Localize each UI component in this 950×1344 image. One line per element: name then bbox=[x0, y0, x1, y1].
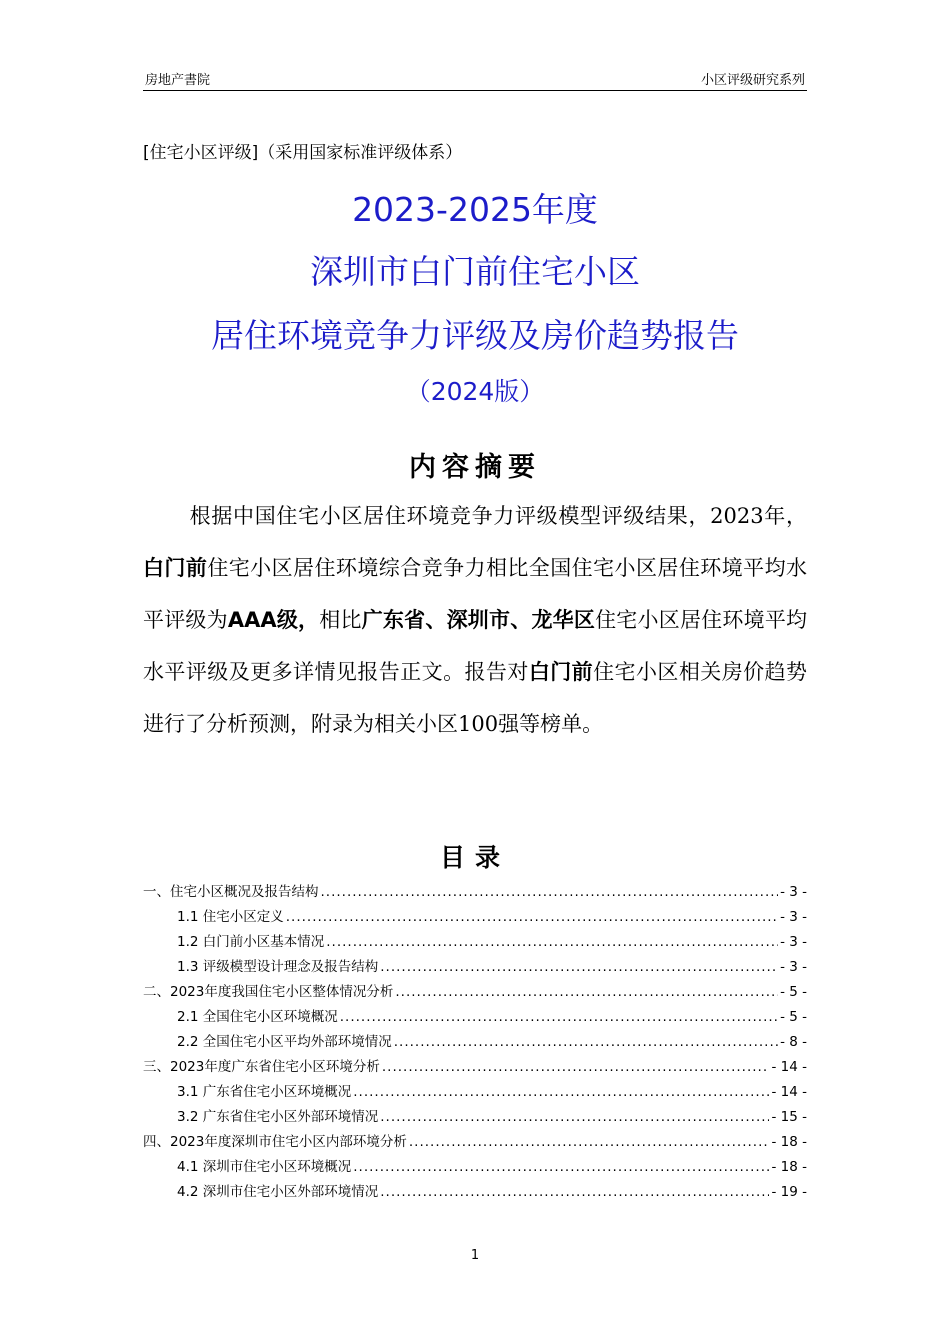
toc-entry-page: - 8 - bbox=[780, 1034, 807, 1050]
toc-leader bbox=[380, 955, 778, 980]
toc-entry-label: 四、2023年度深圳市住宅小区内部环境分析 bbox=[143, 1134, 407, 1150]
toc-leader bbox=[409, 1130, 770, 1155]
toc-entry-label: 二、2023年度我国住宅小区整体情况分析 bbox=[143, 984, 394, 1000]
toc-entry-page: - 15 - bbox=[771, 1109, 807, 1125]
toc-entry-page: - 3 - bbox=[780, 884, 807, 900]
toc-entry-page: - 19 - bbox=[771, 1184, 807, 1200]
toc-entry-label: 一、住宅小区概况及报告结构 bbox=[143, 884, 319, 900]
toc-leader bbox=[353, 1155, 769, 1180]
toc-entry[interactable] bbox=[143, 930, 807, 955]
toc-entry-page: - 18 - bbox=[771, 1159, 807, 1175]
toc-entry-page: - 3 - bbox=[780, 909, 807, 925]
toc-entry[interactable] bbox=[143, 1055, 807, 1080]
toc-entry[interactable] bbox=[143, 1030, 807, 1055]
abstract-heading: 内容摘要 bbox=[409, 452, 541, 483]
header-publisher: 房地产書院 bbox=[145, 73, 211, 88]
toc-leader bbox=[286, 905, 778, 930]
toc-entry-page: - 18 - bbox=[771, 1134, 807, 1150]
toc-entry[interactable] bbox=[143, 1005, 807, 1030]
abstract-regions: 广东省、深圳市、龙华区 bbox=[361, 608, 596, 632]
abstract-text: 住宅小区居住环境平均水平评级及更多详情见报告正文。报告对 bbox=[143, 608, 808, 684]
toc-leader bbox=[380, 1180, 769, 1205]
toc-entry[interactable] bbox=[143, 1105, 807, 1130]
toc-entry-page: - 5 - bbox=[780, 1009, 807, 1025]
toc-leader bbox=[353, 1080, 769, 1105]
title-years: 2023-2025年度 bbox=[352, 190, 598, 229]
toc-leader bbox=[382, 1055, 770, 1080]
toc-entry[interactable] bbox=[143, 880, 807, 905]
toc-heading: 目录 bbox=[439, 843, 510, 872]
toc-entry[interactable] bbox=[143, 1155, 807, 1180]
abstract-text: 住宅小区居住环境综合竞争力相比全国住宅小区居住环境平均水平评级为 bbox=[143, 556, 808, 632]
toc-leader bbox=[395, 980, 778, 1005]
abstract-community-name: 白门前 bbox=[528, 660, 594, 684]
toc-entry-label: 2.2 全国住宅小区平均外部环境情况 bbox=[177, 1034, 392, 1050]
toc-leader bbox=[321, 880, 779, 905]
toc-entry-label: 2.1 全国住宅小区环境概况 bbox=[177, 1009, 338, 1025]
toc-entry-label: 4.1 深圳市住宅小区环境概况 bbox=[177, 1159, 352, 1175]
abstract-body bbox=[143, 490, 807, 750]
toc-entry-label: 3.1 广东省住宅小区环境概况 bbox=[177, 1084, 352, 1100]
toc-entry-page: - 5 - bbox=[780, 984, 807, 1000]
toc-entry-label: 1.3 评级模型设计理念及报告结构 bbox=[177, 959, 379, 975]
title-subject: 深圳市白门前住宅小区 bbox=[310, 252, 640, 291]
table-of-contents bbox=[143, 880, 807, 1205]
toc-entry-page: - 14 - bbox=[771, 1059, 807, 1075]
toc-entry[interactable] bbox=[143, 980, 807, 1005]
toc-entry-label: 4.2 深圳市住宅小区外部环境情况 bbox=[177, 1184, 379, 1200]
toc-entry[interactable] bbox=[143, 955, 807, 980]
report-category: [住宅小区评级]（采用国家标准评级体系） bbox=[143, 143, 463, 163]
toc-entry-label: 三、2023年度广东省住宅小区环境分析 bbox=[143, 1059, 380, 1075]
abstract-text: 相比 bbox=[319, 608, 362, 632]
page-header bbox=[143, 66, 807, 91]
toc-leader bbox=[380, 1105, 769, 1130]
toc-entry[interactable] bbox=[143, 1080, 807, 1105]
page-number: 1 bbox=[470, 1248, 480, 1263]
toc-leader bbox=[394, 1030, 778, 1055]
abstract-community-name: 白门前 bbox=[143, 556, 208, 580]
toc-entry-label: 1.2 白门前小区基本情况 bbox=[177, 934, 325, 950]
title-report-name: 居住环境竞争力评级及房价趋势报告 bbox=[211, 316, 739, 355]
toc-entry[interactable] bbox=[143, 1180, 807, 1205]
toc-entry[interactable] bbox=[143, 1130, 807, 1155]
toc-leader bbox=[326, 930, 778, 955]
toc-entry-page: - 14 - bbox=[771, 1084, 807, 1100]
toc-entry-label: 3.2 广东省住宅小区外部环境情况 bbox=[177, 1109, 379, 1125]
abstract-rating: AAA级， bbox=[227, 608, 320, 632]
title-edition: （2024版） bbox=[405, 377, 545, 406]
abstract-text: 根据中国住宅小区居住环境竞争力评级模型评级结果，2023年， bbox=[189, 504, 807, 528]
toc-entry-label: 1.1 住宅小区定义 bbox=[177, 909, 284, 925]
toc-leader bbox=[340, 1005, 778, 1030]
abstract-text: 住宅小区相关房价趋势进行了分析预测，附录为相关小区100强等榜单。 bbox=[143, 660, 808, 736]
toc-entry[interactable] bbox=[143, 905, 807, 930]
toc-entry-page: - 3 - bbox=[780, 959, 807, 975]
toc-entry-page: - 3 - bbox=[780, 934, 807, 950]
header-series: 小区评级研究系列 bbox=[700, 73, 805, 88]
